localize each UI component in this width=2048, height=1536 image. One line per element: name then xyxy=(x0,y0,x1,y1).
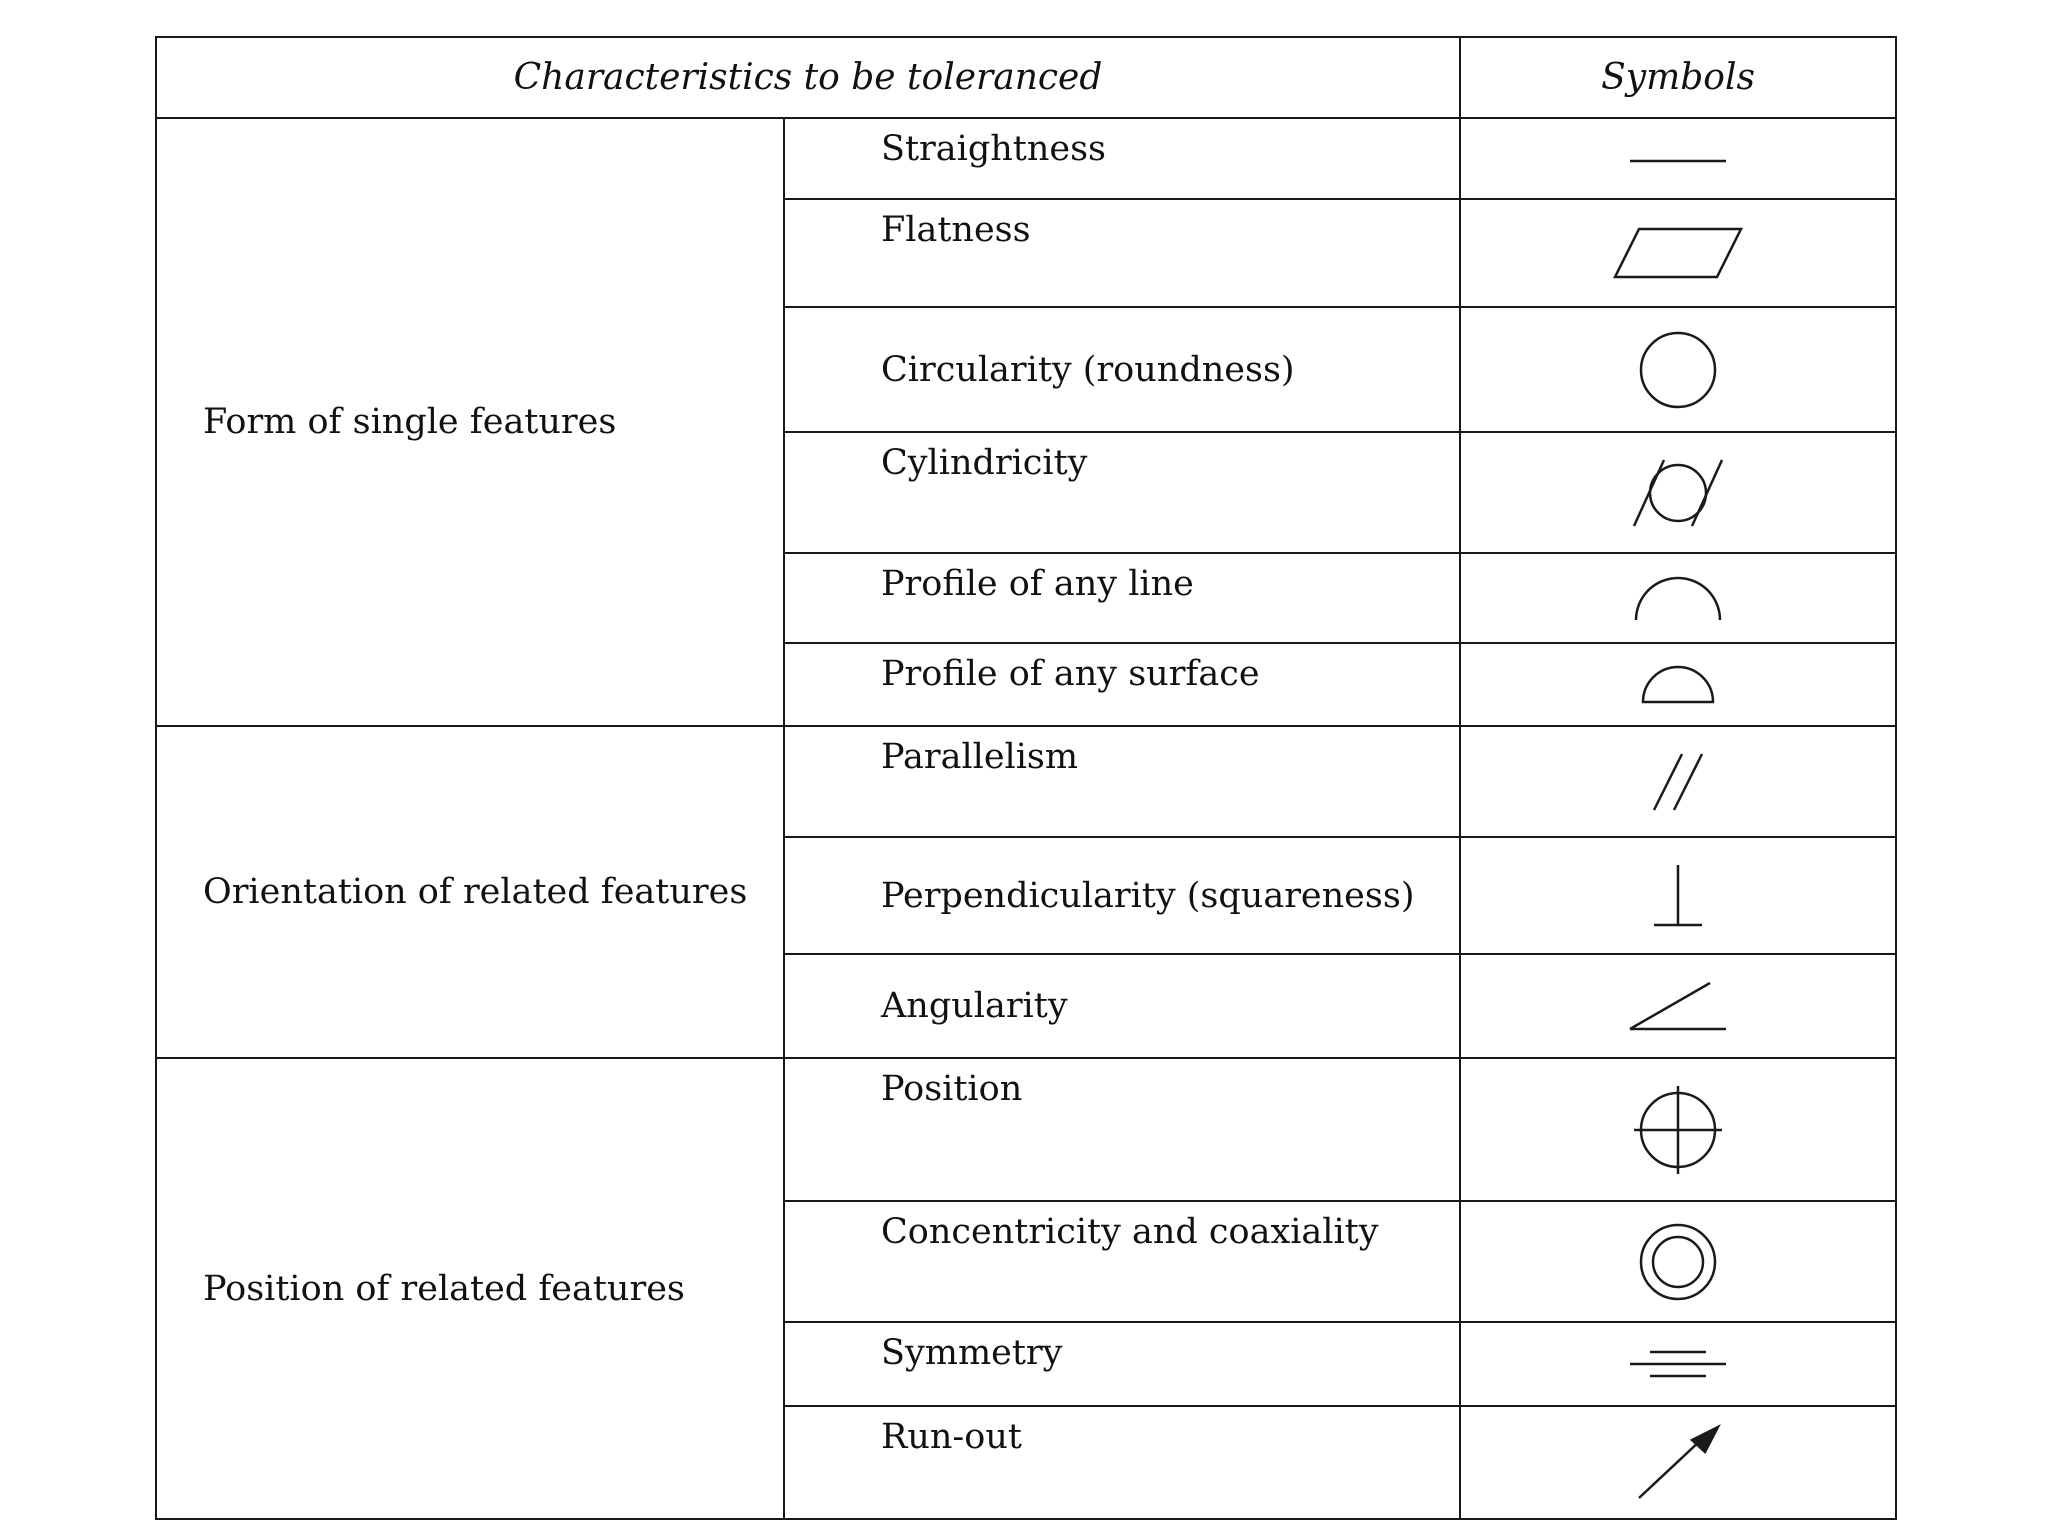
group-label-form: Form of single features xyxy=(156,118,784,726)
table-row xyxy=(156,726,1896,837)
group-label-position: Position of related features xyxy=(156,1058,784,1519)
characteristic-position: Position xyxy=(784,1058,1460,1201)
symbol-cell xyxy=(1460,837,1896,954)
symbol-cell xyxy=(1460,643,1896,726)
perpendicularity-icon xyxy=(1651,863,1705,929)
circularity-icon xyxy=(1638,330,1718,410)
header-symbols: Symbols xyxy=(1460,37,1896,118)
symbol-cell xyxy=(1460,1201,1896,1322)
characteristic-perpendicularity: Perpendicularity (squareness) xyxy=(784,837,1460,954)
parallelism-icon xyxy=(1648,752,1708,812)
characteristic-profile-line: Profile of any line xyxy=(784,553,1460,643)
concentricity-icon xyxy=(1638,1222,1718,1302)
symbol-cell xyxy=(1460,954,1896,1058)
characteristic-flatness: Flatness xyxy=(784,199,1460,307)
characteristic-angularity: Angularity xyxy=(784,954,1460,1058)
table-row xyxy=(156,118,1896,199)
characteristic-parallelism: Parallelism xyxy=(784,726,1460,837)
group-label-orientation: Orientation of related features xyxy=(156,726,784,1058)
profile-surface-icon xyxy=(1640,665,1716,705)
profile-line-icon xyxy=(1633,574,1723,622)
symbol-cell xyxy=(1460,1058,1896,1201)
header-row xyxy=(156,37,1896,118)
characteristic-profile-surface: Profile of any surface xyxy=(784,643,1460,726)
angularity-icon xyxy=(1628,979,1728,1033)
straightness-icon xyxy=(1628,149,1728,169)
symbol-cell xyxy=(1460,1406,1896,1519)
symbol-cell xyxy=(1460,118,1896,199)
tolerance-symbols-table xyxy=(155,36,1897,1520)
symbol-cell xyxy=(1460,432,1896,553)
symbol-cell xyxy=(1460,199,1896,307)
characteristic-straightness: Straightness xyxy=(784,118,1460,199)
header-characteristics: Characteristics to be toleranced xyxy=(156,37,1460,118)
symbol-cell xyxy=(1460,307,1896,432)
characteristic-circularity: Circularity (roundness) xyxy=(784,307,1460,432)
flatness-icon xyxy=(1613,226,1743,280)
symbol-cell xyxy=(1460,726,1896,837)
characteristic-cylindricity: Cylindricity xyxy=(784,432,1460,553)
symmetry-icon xyxy=(1628,1349,1728,1379)
characteristic-concentricity: Concentricity and coaxiality xyxy=(784,1201,1460,1322)
cylindricity-icon xyxy=(1630,458,1726,528)
characteristic-symmetry: Symmetry xyxy=(784,1322,1460,1406)
table-row xyxy=(156,1058,1896,1201)
symbol-cell xyxy=(1460,1322,1896,1406)
runout-icon xyxy=(1636,1425,1720,1501)
symbol-cell xyxy=(1460,553,1896,643)
position-icon xyxy=(1634,1086,1722,1174)
characteristic-runout: Run-out xyxy=(784,1406,1460,1519)
